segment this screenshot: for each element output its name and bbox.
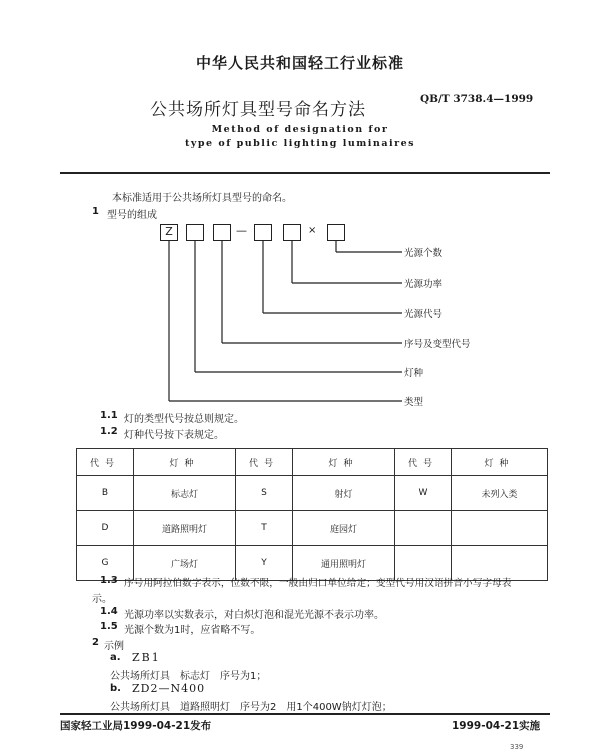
box-source <box>254 224 272 241</box>
table-cell: 标志灯 <box>134 476 236 511</box>
table-cell: 射灯 <box>293 476 395 511</box>
table-header-cell: 代号 <box>236 449 293 476</box>
clause-1-5-text: 光源个数为1时，应省略不写。 <box>124 625 261 636</box>
box-power <box>283 224 301 241</box>
clause-1-4-number: 1.4 <box>100 606 118 617</box>
example-a-label: a. <box>110 652 121 663</box>
table-cell: 庭园灯 <box>293 511 395 546</box>
clause-1-3-line2: 示。 <box>92 594 112 605</box>
label-light-count: 光源个数 <box>404 248 443 259</box>
title-english-line2: type of public lighting luminaires <box>184 138 415 149</box>
table-cell: D <box>77 511 134 546</box>
clause-1-3-number: 1.3 <box>100 575 118 586</box>
table-cell: 未列入类 <box>452 476 548 511</box>
table-cell: 广场灯 <box>134 546 236 581</box>
table-row <box>77 511 548 546</box>
table-cell: Y <box>236 546 293 581</box>
label-light-power: 光源功率 <box>404 279 443 290</box>
title-english-line1: Method of designation for <box>211 124 389 135</box>
clause-1-1-number: 1.1 <box>100 410 118 421</box>
example-b-label: b. <box>110 683 121 694</box>
table-cell: B <box>77 476 134 511</box>
table-cell: W <box>395 476 452 511</box>
diagram-times: × <box>308 225 317 236</box>
example-b-code: ZD2—N400 <box>132 682 206 695</box>
table-cell: 道路照明灯 <box>134 511 236 546</box>
section2-number: 2 <box>92 637 99 648</box>
box-count <box>327 224 345 241</box>
title-chinese: 公共场所灯具型号命名方法 <box>150 100 366 120</box>
issuer: 国家轻工业局1999-04-21发布 <box>60 720 212 732</box>
clause-1-3-line1: 序号用阿拉伯数字表示，位数不限，一般由归口单位给定；变型代号用汉语拼音小写字母表 <box>124 578 512 589</box>
table-row <box>77 476 548 511</box>
example-a-description: 公共场所灯具 标志灯 序号为1； <box>110 671 267 682</box>
table-cell: 通用照明灯 <box>293 546 395 581</box>
box-type <box>160 224 178 241</box>
table-cell: T <box>236 511 293 546</box>
label-type: 类型 <box>404 397 424 408</box>
diagram-dash: — <box>236 224 247 237</box>
section2-title: 示例 <box>104 641 124 652</box>
box-type-letter: Z <box>165 225 173 238</box>
example-a-code: ZB1 <box>132 651 161 664</box>
label-serial: 序号及变型代号 <box>404 339 471 350</box>
lamp-code-table <box>76 448 548 581</box>
standard-code: QB/T 3738.4—1999 <box>420 93 534 105</box>
table-header-cell: 灯种 <box>452 449 548 476</box>
clause-1-5-number: 1.5 <box>100 621 118 632</box>
table-cell <box>452 511 548 546</box>
table-header-cell: 代号 <box>395 449 452 476</box>
table-header-cell: 灯种 <box>134 449 236 476</box>
table-cell: S <box>236 476 293 511</box>
table-cell <box>395 511 452 546</box>
table-header-cell: 灯种 <box>293 449 395 476</box>
table-header-row <box>77 449 548 476</box>
intro-text: 本标准适用于公共场所灯具型号的命名。 <box>112 193 292 204</box>
example-b-description: 公共场所灯具 道路照明灯 序号为2 用1个400W钠灯灯泡； <box>110 702 392 713</box>
section1-number: 1 <box>92 206 99 217</box>
table-cell: G <box>77 546 134 581</box>
clause-1-1-text: 灯的类型代号按总则规定。 <box>124 414 244 425</box>
box-lamp <box>186 224 204 241</box>
effective-date: 1999-04-21实施 <box>452 720 541 732</box>
standard-type: 中华人民共和国轻工行业标准 <box>195 54 404 72</box>
label-lamp-kind: 灯种 <box>404 368 424 379</box>
section1-title: 型号的组成 <box>107 210 157 221</box>
clause-1-4-text: 光源功率以实数表示，对白炽灯泡和混光光源不表示功率。 <box>124 610 384 621</box>
bottom-rule <box>60 713 550 715</box>
clause-1-2-text: 灯种代号按下表规定。 <box>124 430 224 441</box>
box-serial <box>213 224 231 241</box>
clause-1-2-number: 1.2 <box>100 426 118 437</box>
table-header-cell: 代号 <box>77 449 134 476</box>
label-light-source: 光源代号 <box>404 309 443 320</box>
page-number: 339 <box>510 743 524 751</box>
